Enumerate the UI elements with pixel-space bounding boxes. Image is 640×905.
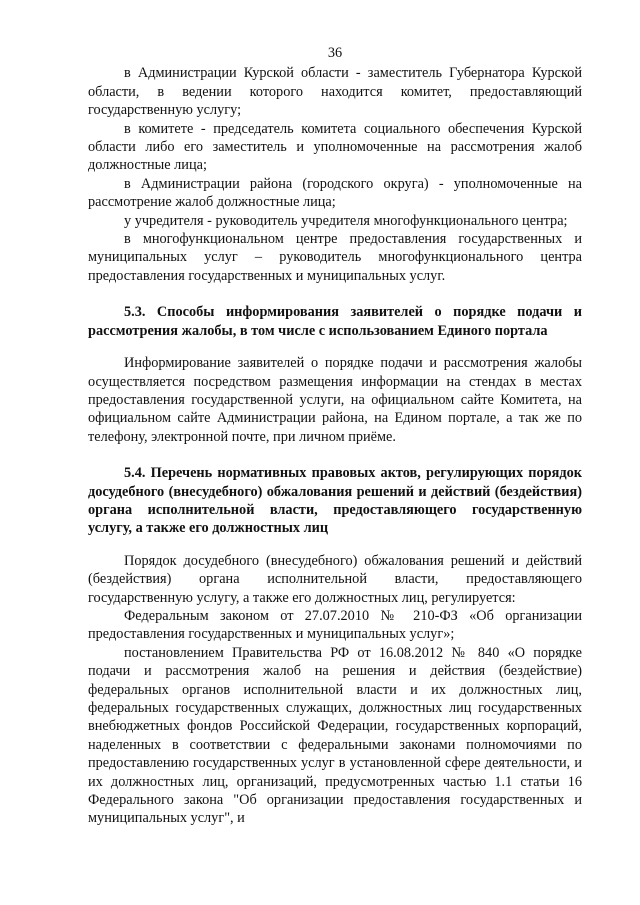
list-item-governor: в Администрации Курской области - заместитель Губернатора Курской области, в ведении которого находится комитет, предоставляющий государственную услугу; bbox=[88, 65, 582, 119]
list-item-founder: у учредителя - руководитель учредителя многофункционального центра; bbox=[124, 212, 568, 229]
list-item-committee: в комитете - председатель комитета социального обеспечения Курской области либо его заместитель и уполномоченные на рассмотрения жалоб должностные лица; bbox=[88, 120, 582, 174]
list-item-district-admin: в Администрации района (городского округа) - уполномоченные на рассмотрение жалоб должностные лица; bbox=[88, 175, 582, 211]
section-5-4-federal-law: Федеральным законом от 27.07.2010 № 210-ФЗ «Об организации предоставления государственных и муниципальных услуг»; bbox=[88, 607, 582, 643]
spacer bbox=[88, 538, 582, 552]
section-5-3-heading: 5.3. Способы информирования заявителей о порядке подачи и рассмотрения жалобы, в том числе с использованием Единого портала bbox=[88, 304, 582, 339]
spacer bbox=[88, 285, 582, 303]
section-5-4-government-decree: постановлением Правительства РФ от 16.08.2012 № 840 «О порядке подачи и рассмотрения жалоб на решения и действия (бездействие) федеральных органов исполнительной власти и их должностных лиц, федеральных государственных служащих, должностных лиц государственных внебюджетных фондов Российской Федерации, государственных корпораций, наделенных в соответствии с федеральными законами полномочиями по предоставлению государственных услуг в установленной сфере деятельности, и их должностных лиц, организаций, предусмотренных частью 1.1 статьи 16 Федерального закона "Об организации предоставления государственных и муниципальных услуг", и bbox=[88, 644, 582, 827]
section-5-4-intro: Порядок досудебного (внесудебного) обжалования решений и действий (бездействия) органа исполнительной власти, предоставляющего государственную услугу, а также его должностных лиц, регулируется: bbox=[88, 552, 582, 606]
section-5-4-heading: 5.4. Перечень нормативных правовых актов, регулирующих порядок досудебного (внесудебного) обжалования решений и действий (бездействия) органа исполнительной власти, предоставляющего государственную услугу, а также его должностных лиц bbox=[88, 465, 582, 537]
spacer bbox=[88, 446, 582, 464]
page-number: 36 bbox=[327, 45, 343, 61]
section-5-3-body: Информирование заявителей о порядке подачи и рассмотрения жалобы осуществляется посредством размещения информации на стендах в местах предоставления государственной услуги, на официальном сайте Комитета, на официальном сайте Администрации района, на Едином портале, а так же по телефону, электронной почте, при личном приёме. bbox=[88, 355, 582, 445]
spacer bbox=[88, 340, 582, 354]
list-item-mfc: в многофункциональном центре предоставления государственных и муниципальных услуг – руководитель многофункционального центра предоставления государственных и муниципальных услуг. bbox=[88, 231, 582, 284]
